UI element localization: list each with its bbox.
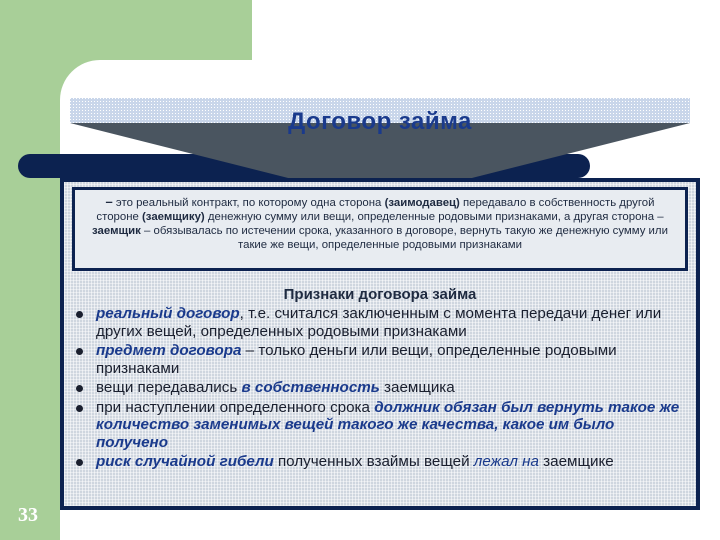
item-tail: заемщике [538,453,614,470]
item-emphasis: реальный договор [96,305,240,322]
bullet-icon [76,385,83,392]
list-item [70,305,682,340]
page-number: 33 [18,504,38,526]
item-emphasis: риск случайной гибели [96,453,274,470]
list-item [70,399,682,452]
left-green-bar [0,0,60,540]
item-text: – только деньги или вещи, определенные родовыми признаками [96,342,617,377]
bullet-icon [76,311,83,318]
definition-borrower-paren: (заемщику) [142,211,205,223]
item-text: , т.е. считался заключенным с момента передачи денег или других вещей, определенных родовыми признаками [96,305,662,340]
definition-box [72,187,688,271]
item-emphasis: в собственность [241,379,380,396]
main-content-frame [60,178,700,510]
item-italic: лежал на [473,453,539,470]
list-item [70,379,682,397]
slide-title: Договор займа [288,108,472,135]
item-text: вещи передавались [96,379,242,396]
definition-dash: – [105,194,113,209]
definition-text-2: передавало в собственность другой стороне [96,197,655,223]
definition-borrower: заемщик [92,225,141,237]
definition-lender: (заимодавец) [384,197,460,209]
item-emphasis: предмет договора [96,342,242,359]
list-item [70,453,682,471]
item-emphasis: должник обязан был вернуть такое же количество заменимых вещей такого же качества, какое им было получено [96,398,680,451]
features-list [70,305,682,473]
bullet-icon [76,405,83,412]
item-text: полученных взаймы вещей [273,453,474,470]
definition-text-4: – обязывалась по истечении срока, указанного в договоре, вернуть такую же денежную сумму или такие же вещи, определенные родовыми признаками [140,225,668,251]
features-heading: Признаки договора займа [283,286,477,303]
item-tail: заемщика [379,379,455,396]
bullet-icon [76,459,83,466]
bullet-icon [76,348,83,355]
item-text: при наступлении определенного срока [96,398,375,416]
definition-text-3: денежную сумму или вещи, определенные родовыми признаками, а другая сторона – [204,211,664,223]
list-item [70,342,682,377]
definition-text-1: это реальный контракт, по которому одна сторона [112,197,385,209]
